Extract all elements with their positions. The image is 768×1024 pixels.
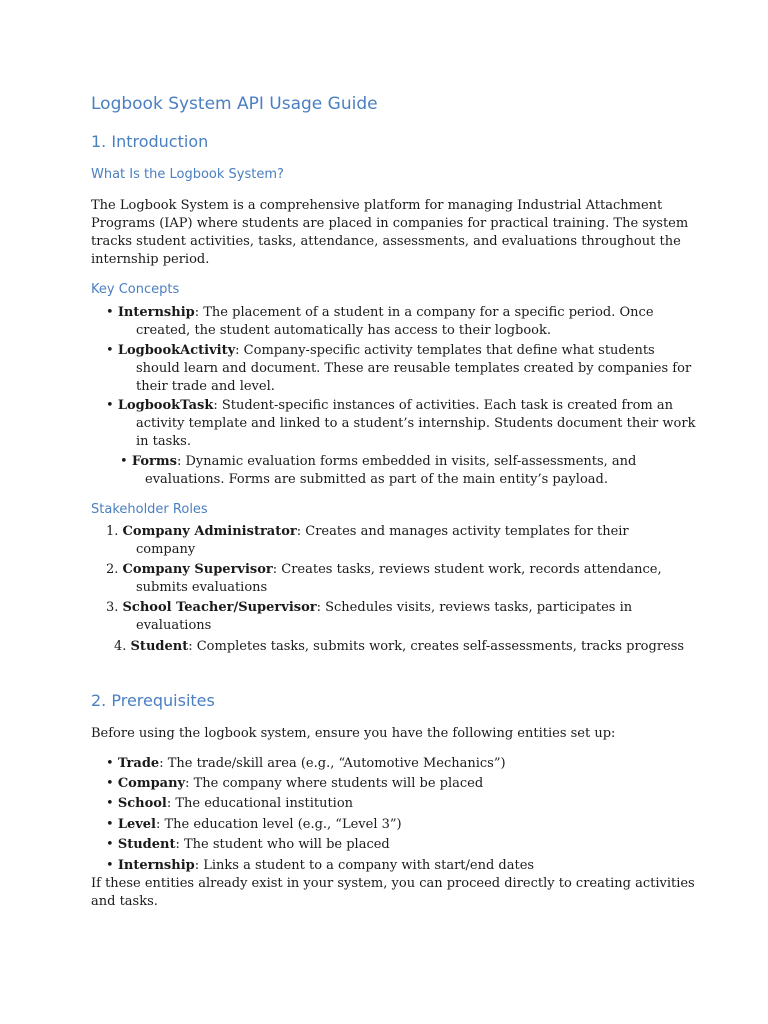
- term: Level: [117, 817, 156, 832]
- list-item-logbookactivity: [106, 342, 691, 396]
- definition: : The trade/skill area (e.g., “Automotive Mechanics”): [159, 756, 506, 771]
- definition: : Links a student to a company with start/end dates: [194, 858, 535, 873]
- definition: : The student who will be placed: [175, 837, 390, 852]
- prereq-lead: Before using the logbook system, ensure you have the following entities set up:: [91, 726, 616, 741]
- list-item-school-teacher: [106, 599, 632, 635]
- intro-paragraph: [91, 197, 688, 269]
- list-item-student-role: [114, 638, 684, 656]
- term: LogbookActivity: [117, 343, 236, 358]
- bullet: •: [106, 398, 114, 413]
- continuation-line: their trade and level.: [136, 379, 275, 394]
- document-title: Logbook System API Usage Guide: [91, 94, 378, 114]
- list-item-level: [106, 816, 402, 834]
- continuation-line: should learn and document. These are reusable templates created by companies for: [136, 361, 692, 376]
- definition: : The education level (e.g., “Level 3”): [156, 817, 402, 832]
- list-item-company-administrator: [106, 523, 629, 559]
- list-item-school: [106, 795, 353, 813]
- definition: : Completes tasks, submits work, creates self-assessments, tracks progress: [188, 639, 685, 654]
- term: School: [117, 796, 167, 811]
- bullet: •: [106, 305, 114, 320]
- bullet: •: [106, 776, 114, 791]
- bullet: •: [106, 858, 114, 873]
- definition: : Schedules visits, reviews tasks, participates in: [316, 600, 633, 615]
- list-number: 1.: [106, 524, 119, 539]
- definition: : The placement of a student in a company for a specific period. Once: [194, 305, 654, 320]
- bullet: •: [120, 454, 128, 469]
- definition: : Dynamic evaluation forms embedded in visits, self-assessments, and: [176, 454, 637, 469]
- continuation-line: created, the student automatically has access to their logbook.: [136, 323, 552, 338]
- list-item-company-supervisor: [106, 561, 662, 597]
- definition: : The educational institution: [166, 796, 354, 811]
- term: Student: [130, 639, 189, 654]
- section-heading-prerequisites: 2. Prerequisites: [91, 691, 215, 710]
- paragraph-line: and tasks.: [91, 894, 158, 909]
- definition: : The company where students will be placed: [185, 776, 484, 791]
- term: Internship: [117, 858, 195, 873]
- term: Trade: [117, 756, 160, 771]
- prereq-closing: [91, 875, 695, 911]
- continuation-line: activity template and linked to a student’s internship. Students document their work: [136, 416, 696, 431]
- list-item-forms: [120, 453, 636, 489]
- continuation-line: evaluations. Forms are submitted as part of the main entity’s payload.: [145, 472, 608, 487]
- paragraph-line: tracks student activities, tasks, attendance, assessments, and evaluations throughout the: [91, 234, 681, 249]
- bullet: •: [106, 837, 114, 852]
- list-item-trade: [106, 755, 506, 773]
- bullet: •: [106, 796, 114, 811]
- definition: : Creates and manages activity templates for their: [296, 524, 629, 539]
- continuation-line: evaluations: [136, 618, 212, 633]
- list-item-company: [106, 775, 483, 793]
- bullet: •: [106, 343, 114, 358]
- bullet: •: [106, 817, 114, 832]
- term: Company Supervisor: [122, 562, 273, 577]
- paragraph-line: Programs (IAP) where students are placed in companies for practical training. The system: [91, 216, 689, 231]
- term: Forms: [131, 454, 177, 469]
- definition: : Student-specific instances of activities. Each task is created from an: [213, 398, 673, 413]
- continuation-line: in tasks.: [136, 434, 191, 449]
- list-number: 4.: [114, 639, 127, 654]
- list-item-internship: [106, 304, 654, 340]
- bullet: •: [106, 756, 114, 771]
- subheading-stakeholder-roles: Stakeholder Roles: [91, 502, 208, 517]
- list-item-logbooktask: [106, 397, 695, 451]
- continuation-line: submits evaluations: [136, 580, 268, 595]
- paragraph-line: If these entities already exist in your system, you can proceed directly to creating activities: [91, 876, 695, 891]
- term: Company Administrator: [122, 524, 297, 539]
- term: Student: [117, 837, 176, 852]
- term: School Teacher/Supervisor: [122, 600, 317, 615]
- term: Company: [117, 776, 186, 791]
- list-item-internship-prereq: [106, 857, 534, 875]
- term: LogbookTask: [117, 398, 214, 413]
- term: Internship: [117, 305, 195, 320]
- continuation-line: company: [136, 542, 196, 557]
- subheading-key-concepts: Key Concepts: [91, 282, 180, 297]
- section-heading-introduction: 1. Introduction: [91, 132, 209, 151]
- subheading-what-is: What Is the Logbook System?: [91, 167, 284, 182]
- definition: : Creates tasks, reviews student work, records attendance,: [272, 562, 662, 577]
- list-item-student: [106, 836, 390, 854]
- list-number: 2.: [106, 562, 119, 577]
- paragraph-line: internship period.: [91, 252, 210, 267]
- list-number: 3.: [106, 600, 119, 615]
- definition: : Company-specific activity templates that define what students: [235, 343, 655, 358]
- paragraph-line: The Logbook System is a comprehensive platform for managing Industrial Attachment: [91, 198, 663, 213]
